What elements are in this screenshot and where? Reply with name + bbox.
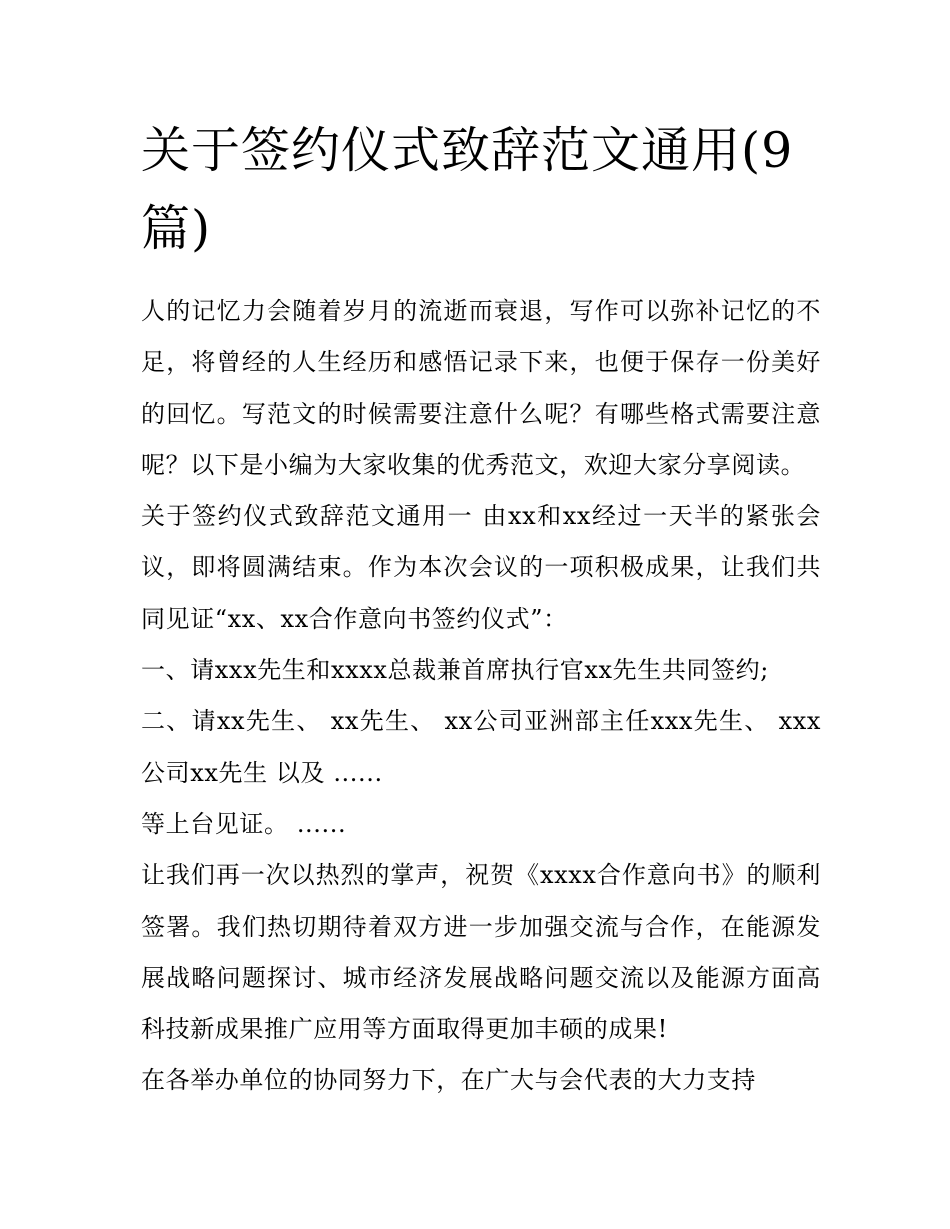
document-title: 关于签约仪式致辞范文通用(9篇) [141,122,794,257]
paragraph-item-one: 一、请xxx先生和xxxx总裁兼首席执行官xx先生共同签约; [141,656,769,685]
paragraph-intro: 人的记忆力会随着岁月的流逝而衰退，写作可以弥补记忆的不足，将曾经的人生经历和感悟记录下来，也便于保存一份美好的回忆。写范文的时候需要注意什么呢？有哪些格式需要注意呢？以下是小编为大家收集的优秀范文，欢迎大家分享阅读。 [141,297,821,479]
paragraph-witness: 等上台见证。 ...... [141,809,347,838]
paragraph-applause: 让我们再一次以热烈的掌声，祝贺《xxxx合作意向书》的顺利签署。我们热切期待着双方进一步加强交流与合作，在能源发展战略问题探讨、城市经济发展战略问题交流以及能源方面高科技新成果推广应用等方面取得更加丰硕的成果! [141,861,821,1044]
document-body [141,286,821,1107]
document-page [141,112,821,1107]
paragraph-closing: 在各举办单位的协同努力下，在广大与会代表的大力支持 [141,1066,756,1095]
paragraph-speech-one: 关于签约仪式致辞范文通用一 由xx和xx经过一天半的紧张会议，即将圆满结束。作为本次会议的一项积极成果，让我们共同见证“xx、xx合作意向书签约仪式”： [141,502,821,633]
paragraph-item-two: 二、请xx先生、 xx先生、 xx公司亚洲部主任xxx先生、 xxx公司xx先生 以及 ...... [141,707,821,787]
